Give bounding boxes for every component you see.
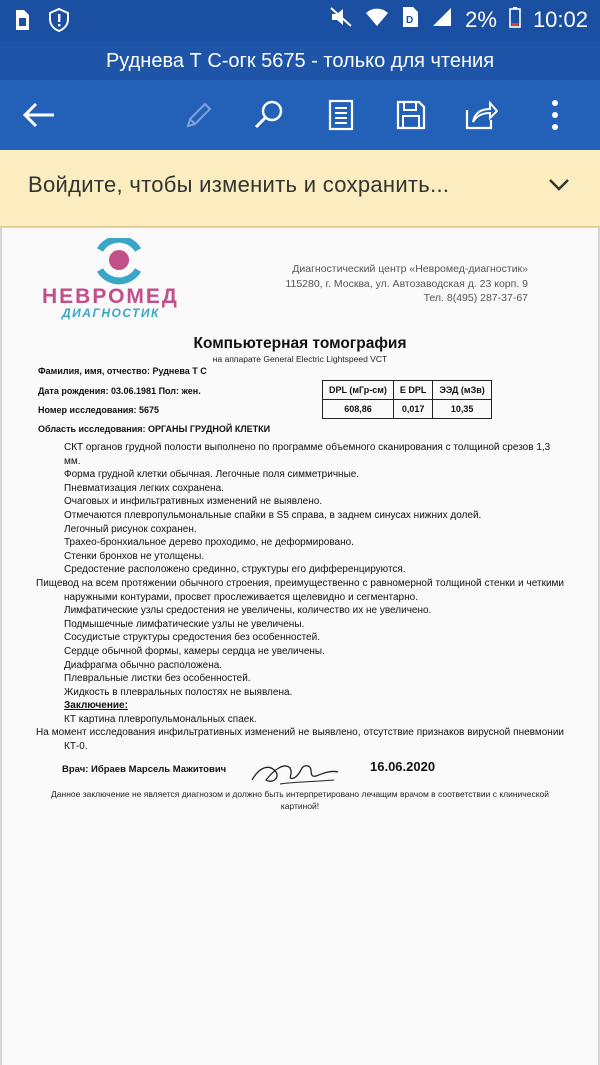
battery-icon [509, 6, 521, 34]
dose-table-header [323, 381, 492, 400]
finding-line [36, 577, 564, 604]
toolbar [0, 80, 600, 150]
finding-line: Форма грудной клетки обычная. Легочные поля симметричные. [64, 469, 360, 481]
finding-line: Очаговых и инфильтративных изменений не выявлено. [64, 496, 323, 508]
patient-name: Фамилия, имя, отчество: Руднева Т С [38, 366, 207, 376]
document-title: Руднева Т С-огк 5675 - только для чтения [0, 42, 600, 80]
dose-header-cell: ЭЭД (мЗв) [433, 381, 491, 400]
mute-icon [329, 6, 353, 34]
sign-in-banner[interactable] [0, 150, 600, 227]
save-icon[interactable] [392, 96, 430, 134]
study-number: Номер исследования: 5675 [38, 405, 160, 415]
finding-line: СКТ органов грудной полости выполнено по программе объемного сканирования с толщиной срезов 1,3 мм. [64, 442, 551, 467]
finding-line: Пневматизация легких сохранена. [64, 482, 224, 494]
disclaimer: Данное заключение не является диагнозом и должно быть интерпретировано лечащим врачом в соответствии с клинической картиной! [51, 789, 549, 811]
sim-card-icon [14, 9, 30, 36]
status-bar [0, 0, 600, 42]
logo-name: НЕВРОМЕД [42, 285, 179, 308]
finding-line: Сердце обычной формы, камеры сердца не увеличены. [64, 645, 325, 657]
report-subtitle: на аппарате General Electric Lightspeed VCT [212, 354, 388, 364]
more-options-icon[interactable] [536, 96, 574, 134]
finding-text: Пищевод на всем протяжении обычного строения, преимущественно с равномерной толщиной стенки и четкими наружными контурами, просвет прослеживается щелевидно и сегментарно. [36, 577, 564, 603]
clinic-phone: Тел. 8(495) 287-37-67 [423, 292, 528, 304]
conclusion-line: КТ картина плевропульмональных спаек. [64, 713, 257, 725]
clinic-name: Диагностический центр «Невромед-диагностик» [292, 263, 528, 275]
finding-line: Подмышечные лимфатические узлы не увеличены. [64, 618, 305, 630]
conclusion-label: Заключение: [64, 700, 128, 712]
shield-alert-icon [48, 8, 70, 37]
patient-birth: Дата рождения: 03.06.1981 Пол: жен. [38, 386, 201, 396]
chevron-down-icon[interactable] [548, 178, 570, 197]
finding-line: Диафрагма обычно расположена. [64, 659, 223, 671]
wifi-icon [365, 7, 389, 33]
clock: 10:02 [532, 7, 588, 32]
dose-value-cell: 10,35 [433, 400, 491, 419]
report-date: 16.06.2020 [370, 759, 436, 774]
sign-in-message: Войдите, чтобы изменить и сохранить... [28, 172, 450, 197]
share-icon[interactable] [462, 96, 500, 134]
study-area: Область исследования: ОРГАНЫ ГРУДНОЙ КЛЕТКИ [38, 424, 271, 434]
search-icon[interactable] [250, 96, 288, 134]
finding-line: Жидкость в плевральных полостях не выявлена. [64, 686, 293, 698]
dose-value-cell: 0,017 [393, 400, 433, 419]
findings-text [36, 441, 564, 754]
dose-header-cell: DPL (мГр-см) [323, 381, 394, 400]
logo-subname: ДИАГНОСТИК [62, 306, 160, 320]
conclusion-text: На момент исследования инфильтративных изменений не выявлено, отсутствие признаков вирусной пневмонии КТ-0. [36, 727, 564, 753]
dose-value-cell: 608,86 [323, 400, 394, 419]
back-arrow-icon[interactable] [20, 96, 58, 134]
finding-line: Трахео-бронхиальное дерево проходимо, не деформировано. [64, 537, 354, 549]
finding-line: Плевральные листки без особенностей. [64, 673, 251, 685]
conclusion-line [36, 726, 564, 753]
finding-line: Средостение расположено срединно, структуры его дифференцируются. [64, 564, 406, 576]
svg-text:D: D [406, 15, 414, 26]
finding-line: Отмечаются плевропульмональные спайки в S5 справа, в заднем синусах нижних долей. [64, 509, 482, 521]
finding-line: Стенки бронхов не утолщены. [64, 550, 205, 562]
finding-line: Лимфатические узлы средостения не увеличены, количество их не увеличено. [64, 605, 432, 617]
dose-header-cell: E DPL [393, 381, 433, 400]
data-sim-icon [401, 6, 419, 34]
dose-table-row [323, 400, 492, 419]
signal-icon [431, 7, 453, 33]
finding-line: Сосудистые структуры средостения без особенностей. [64, 632, 320, 644]
pencil-icon[interactable] [180, 96, 218, 134]
doctor-name: Врач: Ибраев Марсель Мажитович [62, 764, 227, 775]
clinic-address: 115280, г. Москва, ул. Автозаводская д. 23 корп. 9 [285, 277, 528, 290]
clinic-contacts [285, 262, 528, 306]
dose-table [322, 380, 492, 419]
battery-percent: 2% [465, 7, 497, 32]
report-title: Компьютерная томография [193, 335, 407, 352]
reading-view-icon[interactable] [322, 96, 360, 134]
finding-line: Легочный рисунок сохранен. [64, 523, 197, 535]
